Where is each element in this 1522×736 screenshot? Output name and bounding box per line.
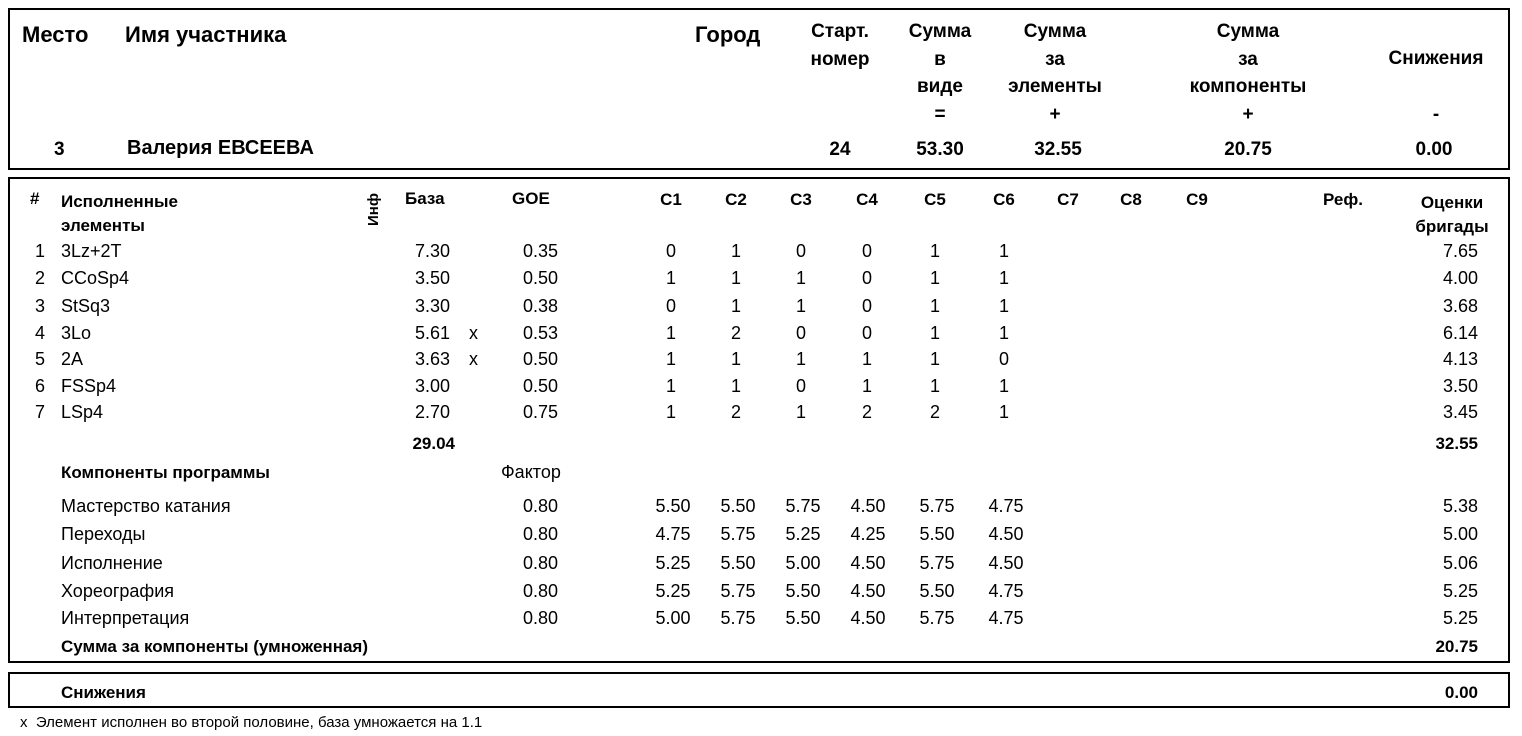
element-judge-score-1: 0 [665, 296, 676, 316]
col-ref-header: Реф. [1323, 190, 1363, 209]
col-num-header: # [30, 189, 40, 208]
element-judge-score-6: 1 [998, 268, 1009, 288]
components-total-label: Сумма за компоненты (умноженная) [61, 637, 368, 656]
place-value: 3 [54, 139, 65, 160]
component-judge-score-2: 5.75 [720, 608, 756, 628]
element-base-value: 3.00 [414, 376, 450, 396]
deductions-total: 0.00 [1444, 683, 1478, 702]
element-judge-score-4: 1 [861, 349, 872, 369]
element-judge-score-6: 1 [998, 376, 1009, 396]
element-judge-score-1: 0 [665, 241, 676, 261]
element-judge-score-1: 1 [665, 376, 676, 396]
element-judge-score-6: 1 [998, 241, 1009, 261]
element-code: FSSp4 [61, 376, 117, 396]
col-element-header: Исполненные элементы [61, 192, 178, 235]
element-judge-score-2: 1 [730, 296, 741, 316]
components-title: Компоненты программы [61, 463, 270, 482]
components-total: 20.75 [1435, 637, 1478, 656]
element-judge-score-4: 2 [861, 402, 872, 422]
component-name: Хореография [61, 581, 175, 601]
element-judge-score-2: 1 [730, 241, 741, 261]
col-panel-header: Оценки бригады [1415, 193, 1489, 236]
element-judge-score-2: 2 [730, 323, 741, 343]
element-code: 3Lz+2T [61, 241, 122, 261]
component-judge-score-6: 4.75 [988, 581, 1024, 601]
component-judge-score-3: 5.50 [785, 608, 821, 628]
component-judge-score-3: 5.25 [785, 524, 821, 544]
element-row-number: 1 [35, 241, 46, 261]
col-base-header: База [405, 189, 445, 208]
component-judge-score-2: 5.50 [720, 553, 756, 573]
element-goe: 0.53 [522, 323, 558, 343]
component-score: 5.25 [1442, 608, 1478, 628]
element-code: 3Lo [61, 323, 92, 343]
element-goe: 0.38 [522, 296, 558, 316]
element-row-number: 5 [35, 349, 46, 369]
city-header: Город [695, 22, 761, 47]
element-judge-score-6: 1 [998, 323, 1009, 343]
element-judge-score-3: 1 [795, 349, 806, 369]
place-header: Место [22, 22, 89, 47]
component-judge-score-1: 5.00 [655, 608, 691, 628]
element-panel-score: 4.00 [1442, 268, 1478, 288]
element-judge-score-6: 0 [998, 349, 1009, 369]
element-row-number: 2 [35, 268, 46, 288]
component-factor: 0.80 [522, 608, 558, 628]
col-judge-6-header: C6 [993, 190, 1015, 209]
component-name: Интерпретация [61, 608, 190, 628]
element-goe: 0.50 [522, 349, 558, 369]
element-code: LSp4 [61, 402, 104, 422]
element-judge-score-2: 1 [730, 376, 741, 396]
deductions-value: 0.00 [1415, 139, 1453, 160]
element-base-value: 2.70 [414, 402, 450, 422]
element-judge-score-5: 1 [929, 241, 940, 261]
component-judge-score-5: 5.50 [919, 581, 955, 601]
element-judge-score-6: 1 [998, 402, 1009, 422]
element-judge-score-5: 2 [929, 402, 940, 422]
component-score: 5.38 [1442, 496, 1478, 516]
factor-header: Фактор [501, 462, 561, 482]
element-judge-score-5: 1 [929, 296, 940, 316]
element-judge-score-5: 1 [929, 349, 940, 369]
element-panel-score: 3.68 [1442, 296, 1478, 316]
element-base-value: 3.63 [414, 349, 450, 369]
component-judge-score-6: 4.75 [988, 496, 1024, 516]
element-judge-score-4: 1 [861, 376, 872, 396]
element-row-number: 4 [35, 323, 46, 343]
element-panel-score: 7.65 [1442, 241, 1478, 261]
component-judge-score-6: 4.50 [988, 553, 1024, 573]
start-number-header: Старт. номер [810, 21, 870, 70]
element-info-mark: x [469, 349, 478, 369]
components-score-header: Сумма за компоненты + [1189, 21, 1307, 125]
component-factor: 0.80 [522, 524, 558, 544]
element-judge-score-3: 0 [795, 241, 806, 261]
element-code: 2A [61, 349, 84, 369]
name-header: Имя участника [125, 22, 287, 47]
footnote-text: Элемент исполнен во второй половине, база умножается на 1.1 [35, 714, 483, 731]
col-judge-3-header: C3 [790, 190, 812, 209]
element-judge-score-6: 1 [998, 296, 1009, 316]
deductions-label: Снижения [61, 683, 146, 702]
component-judge-score-2: 5.75 [720, 581, 756, 601]
component-judge-score-5: 5.75 [919, 608, 955, 628]
component-judge-score-2: 5.75 [720, 524, 756, 544]
component-judge-score-4: 4.50 [850, 608, 886, 628]
component-name: Переходы [61, 524, 146, 544]
element-judge-score-5: 1 [929, 376, 940, 396]
element-judge-score-1: 1 [665, 268, 676, 288]
element-info-mark: x [469, 323, 478, 343]
col-judge-4-header: C4 [856, 190, 878, 209]
element-judge-score-3: 0 [795, 323, 806, 343]
base-total: 29.04 [412, 434, 455, 453]
col-judge-7-header: C7 [1057, 190, 1079, 209]
footnote [20, 715, 482, 730]
component-score: 5.25 [1442, 581, 1478, 601]
component-judge-score-6: 4.50 [988, 524, 1024, 544]
footnote-marker: x [20, 714, 28, 731]
component-factor: 0.80 [522, 496, 558, 516]
start-number-value: 24 [829, 139, 851, 160]
component-judge-score-4: 4.50 [850, 581, 886, 601]
element-judge-score-3: 1 [795, 268, 806, 288]
col-judge-5-header: C5 [924, 190, 946, 209]
element-code: CCoSp4 [61, 268, 130, 288]
element-judge-score-1: 1 [665, 402, 676, 422]
element-judge-score-5: 1 [929, 268, 940, 288]
element-base-value: 7.30 [414, 241, 450, 261]
total-score-value: 53.30 [916, 139, 964, 160]
element-judge-score-1: 1 [665, 349, 676, 369]
component-judge-score-1: 5.25 [655, 581, 691, 601]
elements-score-value: 32.55 [1034, 139, 1082, 160]
element-judge-score-2: 2 [730, 402, 741, 422]
element-panel-score: 6.14 [1442, 323, 1478, 343]
element-judge-score-4: 0 [861, 323, 872, 343]
elements-panel-total: 32.55 [1435, 434, 1478, 453]
element-row-number: 3 [35, 296, 46, 316]
element-judge-score-3: 1 [795, 402, 806, 422]
component-judge-score-3: 5.50 [785, 581, 821, 601]
component-name: Мастерство катания [61, 496, 231, 516]
component-judge-score-5: 5.50 [919, 524, 955, 544]
element-base-value: 3.30 [414, 296, 450, 316]
skater-name: Валерия ЕВСЕЕВА [127, 137, 314, 159]
element-judge-score-4: 0 [861, 241, 872, 261]
element-panel-score: 3.45 [1442, 402, 1478, 422]
deductions-header: Снижения - [1388, 48, 1484, 125]
element-judge-score-2: 1 [730, 268, 741, 288]
col-judge-8-header: C8 [1120, 190, 1142, 209]
element-judge-score-3: 0 [795, 376, 806, 396]
total-score-header: Сумма в виде = [908, 21, 972, 125]
component-judge-score-5: 5.75 [919, 553, 955, 573]
element-judge-score-4: 0 [861, 268, 872, 288]
element-base-value: 5.61 [414, 323, 450, 343]
element-judge-score-1: 1 [665, 323, 676, 343]
component-judge-score-1: 4.75 [655, 524, 691, 544]
component-name: Исполнение [61, 553, 163, 573]
element-judge-score-3: 1 [795, 296, 806, 316]
component-judge-score-4: 4.50 [850, 553, 886, 573]
component-score: 5.00 [1442, 524, 1478, 544]
component-judge-score-2: 5.50 [720, 496, 756, 516]
component-judge-score-3: 5.75 [785, 496, 821, 516]
element-goe: 0.50 [522, 268, 558, 288]
element-goe: 0.35 [522, 241, 558, 261]
component-judge-score-1: 5.25 [655, 553, 691, 573]
components-score-value: 20.75 [1224, 139, 1272, 160]
component-judge-score-3: 5.00 [785, 553, 821, 573]
element-row-number: 7 [35, 402, 46, 422]
col-info-header: Инф [365, 193, 382, 226]
col-judge-2-header: C2 [725, 190, 747, 209]
component-factor: 0.80 [522, 553, 558, 573]
element-judge-score-5: 1 [929, 323, 940, 343]
col-judge-9-header: C9 [1186, 190, 1208, 209]
component-judge-score-6: 4.75 [988, 608, 1024, 628]
col-judge-1-header: C1 [660, 190, 682, 209]
elements-score-header: Сумма за элементы + [1008, 21, 1102, 125]
component-score: 5.06 [1442, 553, 1478, 573]
component-judge-score-4: 4.25 [850, 524, 886, 544]
component-factor: 0.80 [522, 581, 558, 601]
element-panel-score: 4.13 [1442, 349, 1478, 369]
element-goe: 0.75 [522, 402, 558, 422]
element-goe: 0.50 [522, 376, 558, 396]
component-judge-score-1: 5.50 [655, 496, 691, 516]
component-judge-score-5: 5.75 [919, 496, 955, 516]
component-judge-score-4: 4.50 [850, 496, 886, 516]
element-panel-score: 3.50 [1442, 376, 1478, 396]
deductions-box [8, 672, 1510, 708]
element-code: StSq3 [61, 296, 111, 316]
element-row-number: 6 [35, 376, 46, 396]
element-base-value: 3.50 [414, 268, 450, 288]
element-judge-score-2: 1 [730, 349, 741, 369]
element-judge-score-4: 0 [861, 296, 872, 316]
col-goe-header: GOE [512, 189, 550, 208]
